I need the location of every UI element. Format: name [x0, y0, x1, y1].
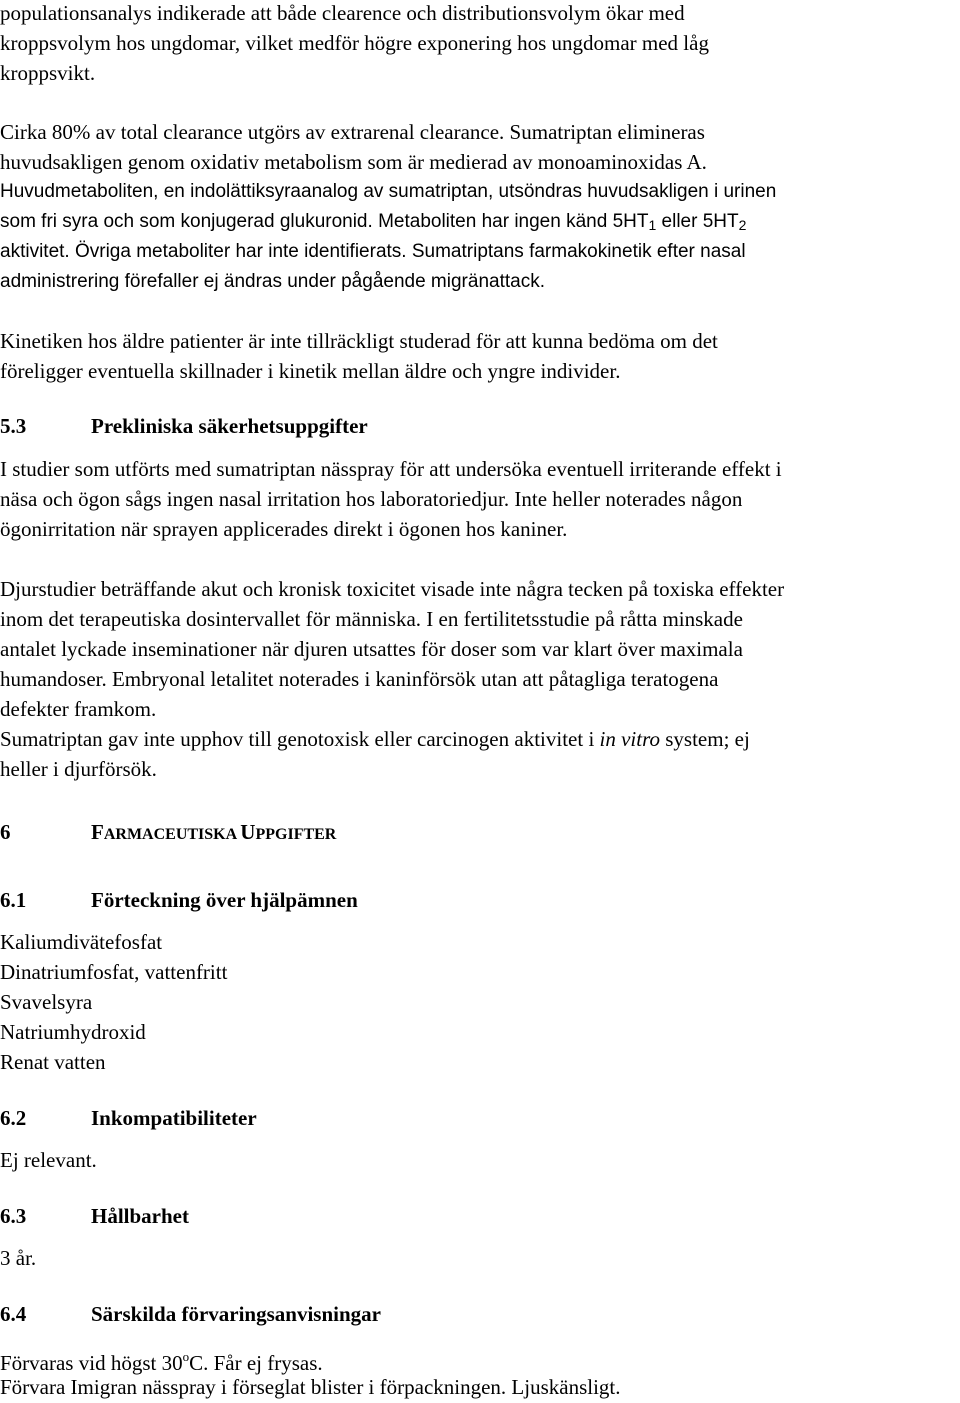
section-title	[91, 817, 336, 850]
body-text-line: Cirka 80% av total clearance utgörs av extrarenal clearance. Sumatriptan elimineras	[0, 120, 705, 144]
title-initial: F	[91, 820, 104, 844]
body-text-segment: system; ej	[660, 727, 750, 751]
body-text-line: Huvudmetaboliten, en indolättiksyraanalog av sumatriptan, utsöndras huvudsakligen i urinen	[0, 181, 777, 202]
subscript: 1	[648, 217, 657, 233]
body-text-line: kroppsvikt.	[0, 61, 96, 85]
section-title: Prekliniska säkerhetsuppgifter	[91, 414, 368, 438]
section-title: Särskilda förvaringsanvisningar	[91, 1302, 381, 1326]
italic-text: in vitro	[599, 727, 660, 751]
body-text-line	[0, 237, 746, 267]
body-text-line: 3 år.	[0, 1246, 37, 1270]
section-title: Inkompatibiliteter	[91, 1106, 257, 1130]
body-text-segment: Sumatriptans farmakokinetik efter nasal	[411, 241, 746, 262]
list-item: Svavelsyra	[0, 990, 93, 1014]
section-number: 6.2	[0, 1106, 27, 1130]
section-number: 5.3	[0, 414, 27, 438]
section-number: 6.4	[0, 1302, 27, 1326]
body-text-line: huvudsakligen genom oxidativ metabolism som är medierad av monoaminoxidas A.	[0, 150, 707, 174]
title-smallcaps: PPGIFTER	[255, 826, 337, 843]
body-text-line: inom det terapeutiska dosintervallet för människa. I en fertilitetsstudie på råtta minskade	[0, 607, 743, 631]
body-text-line: I studier som utförts med sumatriptan nässpray för att undersöka eventuell irriterande effekt i	[0, 457, 782, 481]
body-text-line: defekter framkom.	[0, 697, 157, 721]
list-item: Dinatriumfosfat, vattenfritt	[0, 960, 228, 984]
body-text-line: ögonirritation när sprayen applicerades direkt i ögonen hos kaniner.	[0, 517, 568, 541]
body-text-segment: som fri syra och som konjugerad glukuronid.	[0, 211, 373, 232]
subscript: 2	[738, 217, 747, 233]
section-number: 6.1	[0, 888, 27, 912]
body-text-line: antalet lyckade inseminationer när djuren utsattes för doser som var klart över maximala	[0, 637, 743, 661]
body-text-segment: Förvaras vid högst 30	[0, 1351, 183, 1375]
body-text-line: Kinetiken hos äldre patienter är inte tillräckligt studerad för att kunna bedöma om det	[0, 329, 718, 353]
section-title: Förteckning över hjälpämnen	[91, 888, 358, 912]
body-text-line: Ej relevant.	[0, 1148, 97, 1172]
title-smallcaps: ARMACEUTISKA	[103, 826, 241, 843]
list-item: Kaliumdivätefosfat	[0, 930, 163, 954]
body-text-line: Förvara Imigran nässpray i förseglat blister i förpackningen. Ljuskänsligt.	[0, 1375, 621, 1399]
body-text-segment: Metaboliten har ingen känd 5HT	[378, 211, 649, 232]
body-text-segment: aktivitet. Övriga metaboliter har inte identifierats.	[0, 241, 407, 262]
body-text-line: näsa och ögon sågs ingen nasal irritation hos laboratoriedjur. Inte heller noterades någon	[0, 487, 743, 511]
section-number: 6	[0, 820, 11, 844]
body-text-line: Djurstudier beträffande akut och kronisk toxicitet visade inte några tecken på toxiska effekter	[0, 577, 785, 601]
body-text-line: populationsanalys indikerade att både clearence och distributionsvolym ökar med	[0, 1, 685, 25]
section-number: 6.3	[0, 1204, 27, 1228]
body-text-line: kroppsvolym hos ungdomar, vilket medför högre exponering hos ungdomar med låg	[0, 31, 709, 55]
body-text-segment: Sumatriptan gav inte upphov till genotoxisk eller carcinogen aktivitet i	[0, 727, 600, 751]
body-text-line: administrering förefaller ej ändras under pågående migränattack.	[0, 271, 545, 292]
title-initial: U	[240, 820, 256, 844]
superscript: o	[182, 1349, 190, 1364]
body-text-line: heller i djurförsök.	[0, 757, 157, 781]
body-text-line: humandoser. Embryonal letalitet noterades i kaninförsök utan att påtagliga teratogena	[0, 667, 719, 691]
body-text-segment: C. Får ej frysas.	[189, 1351, 323, 1375]
body-text-segment: eller 5HT	[656, 211, 739, 232]
section-title: Hållbarhet	[91, 1204, 189, 1228]
list-item: Natriumhydroxid	[0, 1020, 146, 1044]
body-text-line: föreligger eventuella skillnader i kinetik mellan äldre och yngre individer.	[0, 359, 621, 383]
list-item: Renat vatten	[0, 1050, 106, 1074]
body-text-line	[0, 724, 750, 754]
body-text-line	[0, 207, 746, 240]
